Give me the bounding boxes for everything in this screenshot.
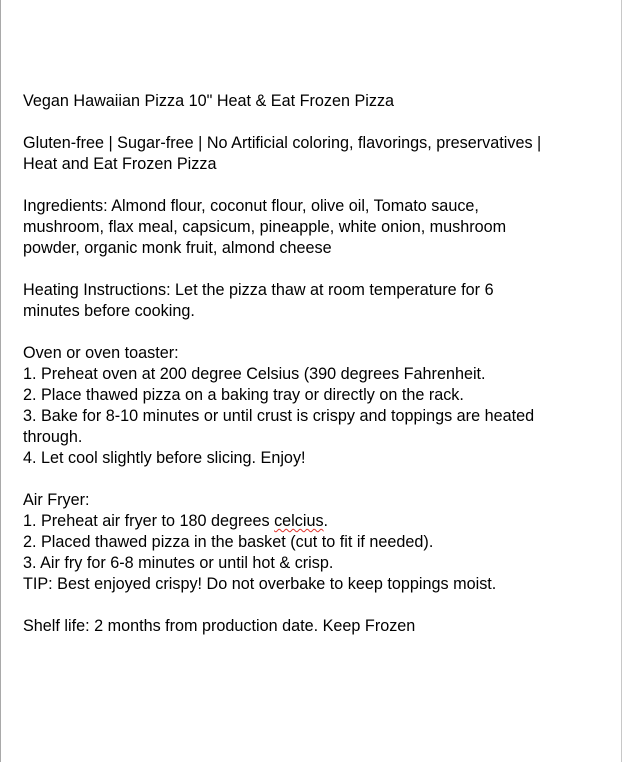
ingredients-line: Ingredients: Almond flour, coconut flour, olive oil, Tomato sauce, <box>23 197 479 215</box>
air-fryer-step-text: . <box>323 512 329 530</box>
air-fryer-tip: TIP: Best enjoyed crispy! Do not overbake to keep toppings moist. <box>23 575 497 593</box>
oven-step: 2. Place thawed pizza on a baking tray or directly on the rack. <box>23 386 464 404</box>
ingredients-paragraph <box>23 196 613 259</box>
heating-line: minutes before cooking. <box>23 302 195 320</box>
document-body <box>23 91 613 658</box>
features-paragraph <box>23 133 613 175</box>
shelf-life-line: Shelf life: 2 months from production date. Keep Frozen <box>23 617 416 635</box>
air-fryer-step <box>23 511 613 532</box>
oven-section <box>23 343 613 469</box>
oven-step: 4. Let cool slightly before slicing. Enjoy! <box>23 449 306 467</box>
oven-heading: Oven or oven toaster: <box>23 344 179 362</box>
features-line: Gluten-free | Sugar-free | No Artificial coloring, flavorings, preservatives | <box>23 134 542 152</box>
product-title: Vegan Hawaiian Pizza 10" Heat & Eat Frozen Pizza <box>23 92 395 110</box>
oven-step: 3. Bake for 8-10 minutes or until crust is crispy and toppings are heated <box>23 407 535 425</box>
heating-paragraph <box>23 280 613 322</box>
shelf-life-paragraph <box>23 616 613 637</box>
air-fryer-heading: Air Fryer: <box>23 491 90 509</box>
air-fryer-step: 3. Air fry for 6-8 minutes or until hot & crisp. <box>23 554 334 572</box>
misspelled-word[interactable]: celcius <box>274 512 324 530</box>
ingredients-line: powder, organic monk fruit, almond cheese <box>23 239 332 257</box>
oven-step: 1. Preheat oven at 200 degree Celsius (390 degrees Fahrenheit. <box>23 365 486 383</box>
features-line: Heat and Eat Frozen Pizza <box>23 155 217 173</box>
air-fryer-section <box>23 490 613 595</box>
air-fryer-step: 2. Placed thawed pizza in the basket (cut to fit if needed). <box>23 533 434 551</box>
title-paragraph <box>23 91 613 112</box>
ingredients-line: mushroom, flax meal, capsicum, pineapple, white onion, mushroom <box>23 218 507 236</box>
air-fryer-step-text: 1. Preheat air fryer to 180 degrees <box>23 512 275 530</box>
heating-line: Heating Instructions: Let the pizza thaw at room temperature for 6 <box>23 281 494 299</box>
oven-step: through. <box>23 428 83 446</box>
